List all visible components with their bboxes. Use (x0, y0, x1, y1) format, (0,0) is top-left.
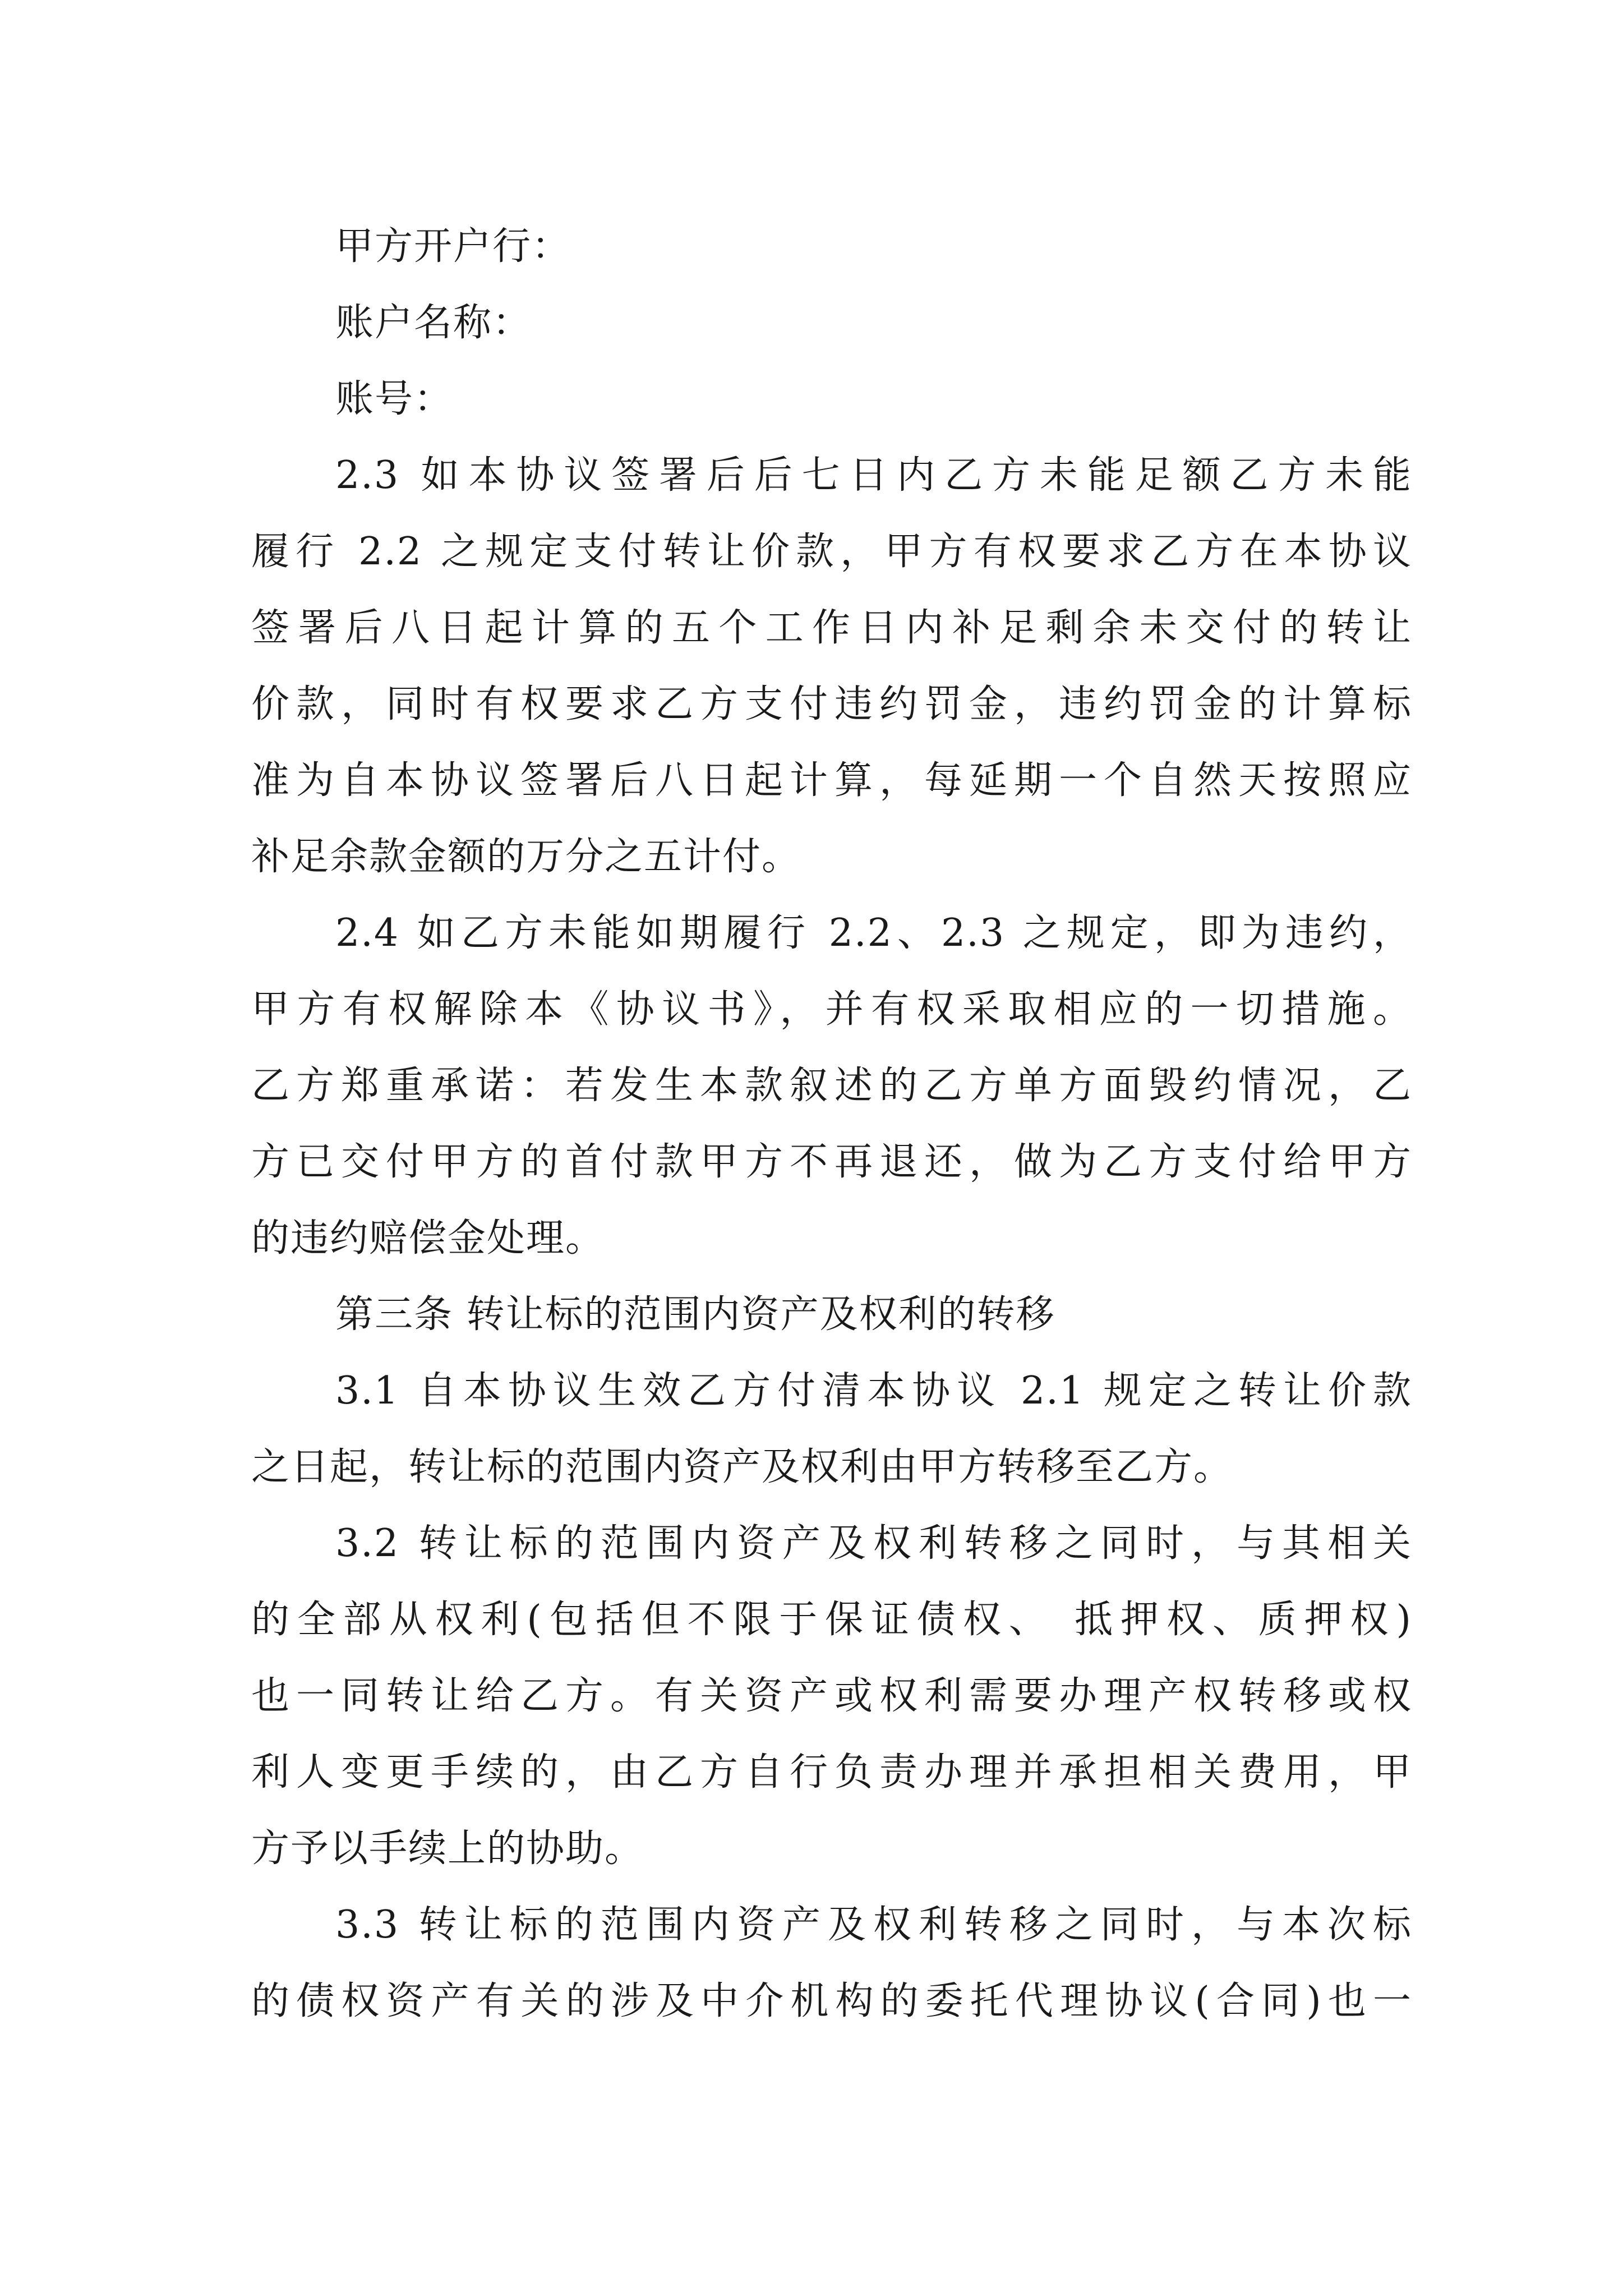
clause-2-3-line: 2.3 如本协议签署后后七日内乙方未能足额乙方未能 (335, 453, 1412, 498)
clause-2-4-line: 乙方郑重承诺：若发生本款叙述的乙方单方面毁约情况，乙 (251, 1064, 1412, 1108)
clause-2-3-line: 价款，同时有权要求乙方支付违约罚金，违约罚金的计算标 (251, 682, 1412, 726)
account-number-line: 账号： (335, 377, 454, 421)
clause-3-2-line: 利人变更手续的，由乙方自行负责办理并承担相关费用，甲 (251, 1750, 1412, 1795)
clause-2-4-line: 2.4 如乙方未能如期履行 2.2、2.3 之规定，即为违约， (335, 911, 1412, 955)
clause-3-2-line: 方予以手续上的协助。 (251, 1826, 644, 1871)
clause-3-2-line: 3.2 转让标的范围内资产及权利转移之同时，与其相关 (335, 1521, 1412, 1566)
clause-2-4-line: 的违约赔偿金处理。 (251, 1216, 605, 1260)
clause-2-3-line: 履行 2.2 之规定支付转让价款，甲方有权要求乙方在本协议 (251, 530, 1412, 574)
clause-2-4-line: 方已交付甲方的首付款甲方不再退还，做为乙方支付给甲方 (251, 1140, 1412, 1184)
clause-2-3-line: 准为自本协议签署后八日起计算，每延期一个自然天按照应 (251, 758, 1412, 803)
article-3-heading: 第三条 转让标的范围内资产及权利的转移 (335, 1292, 1055, 1337)
clause-3-1-line: 之日起，转让标的范围内资产及权利由甲方转移至乙方。 (251, 1445, 1233, 1489)
clause-3-2-line: 的全部从权利(包括但不限于保证债权、 抵押权、质押权) (251, 1598, 1412, 1642)
clause-3-2-line: 也一同转让给乙方。有关资产或权利需要办理产权转移或权 (251, 1674, 1412, 1718)
clause-2-4-line: 甲方有权解除本《协议书》，并有权采取相应的一切措施。 (251, 987, 1412, 1032)
document-body (251, 209, 1412, 2040)
clause-3-3-line: 的债权资产有关的涉及中介机构的委托代理协议(合同)也一 (251, 1979, 1412, 2023)
clause-2-3-line: 补足余款金额的万分之五计付。 (251, 835, 801, 879)
account-name-line: 账户名称： (335, 301, 532, 345)
clause-3-1-line: 3.1 自本协议生效乙方付清本协议 2.1 规定之转让价款 (335, 1369, 1412, 1413)
clause-2-3-line: 签署后八日起计算的五个工作日内补足剩余未交付的转让 (251, 606, 1412, 650)
clause-3-3-line: 3.3 转让标的范围内资产及权利转移之同时，与本次标 (335, 1903, 1412, 1947)
bank-name-line: 甲方开户行： (335, 224, 571, 269)
